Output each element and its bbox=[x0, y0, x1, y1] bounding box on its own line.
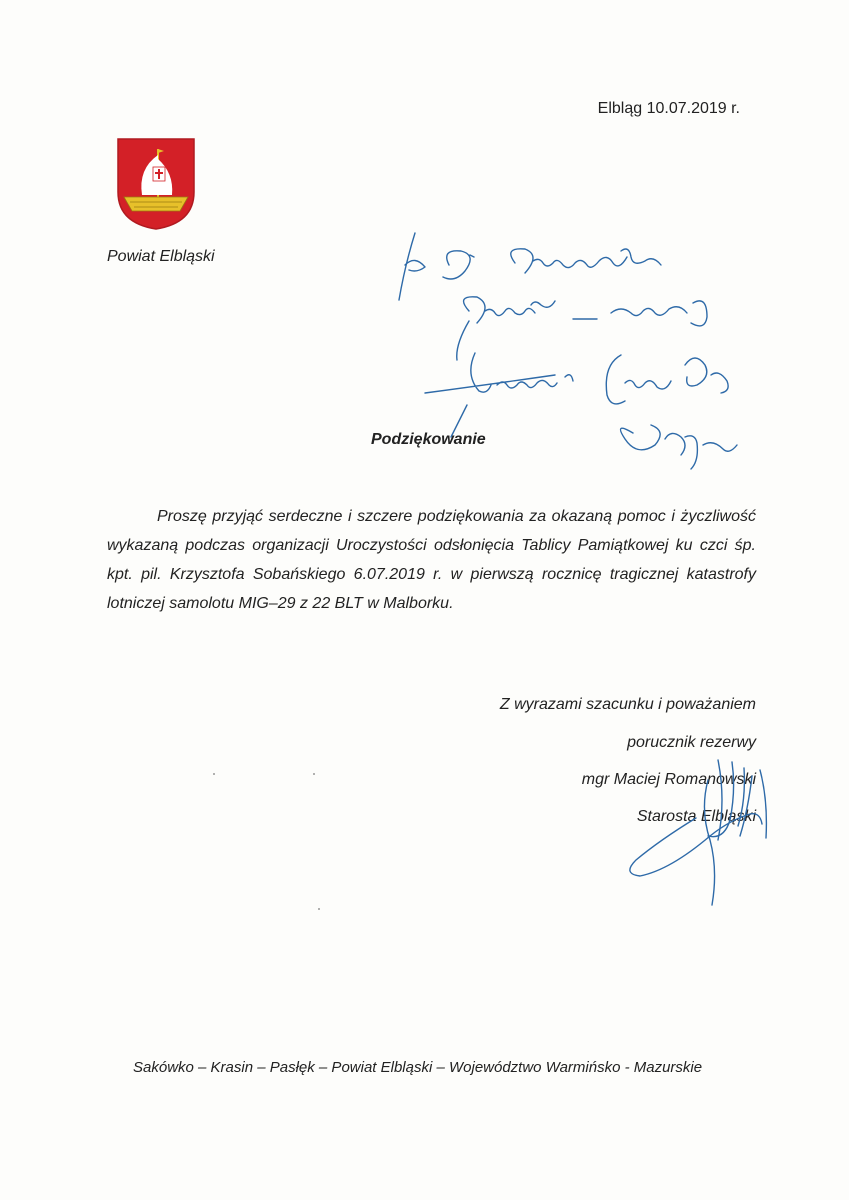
issuer-name: Powiat Elbląski bbox=[107, 248, 215, 265]
letter-date: Elbląg 10.07.2019 r. bbox=[597, 100, 740, 117]
paper-speck bbox=[313, 773, 315, 775]
handwritten-signature bbox=[600, 740, 775, 915]
signer-position: Starosta Elbląski bbox=[636, 808, 756, 825]
signer-name: mgr Maciej Romanowski bbox=[581, 771, 756, 788]
letter-title: Podziękowanie bbox=[371, 431, 486, 448]
coat-of-arms-ship-icon bbox=[116, 137, 196, 231]
paper-speck bbox=[318, 908, 320, 910]
paper-speck bbox=[213, 773, 215, 775]
closing-greeting: Z wyrazami szacunku i poważaniem bbox=[499, 696, 756, 713]
signer-rank: porucznik rezerwy bbox=[627, 734, 756, 751]
letter-footer: Sakówko – Krasin – Pasłęk – Powiat Elbląski – Województwo Warmińsko - Mazurskie bbox=[133, 1059, 703, 1076]
letter-body: Proszę przyjąć serdeczne i szczere podziękowania za okazaną pomoc i życzliwość wykazaną podczas organizacji Uroczystości odsłonięcia Tablicy Pamiątkowej ku czci śp. kpt. pil. Krzysztofa Sobańskiego 6.07.2019 r. w pierwszą rocznicę tragicznej katastrofy lotniczej samolotu MIG–29 z 22 BLT w Malborku. bbox=[107, 508, 756, 612]
